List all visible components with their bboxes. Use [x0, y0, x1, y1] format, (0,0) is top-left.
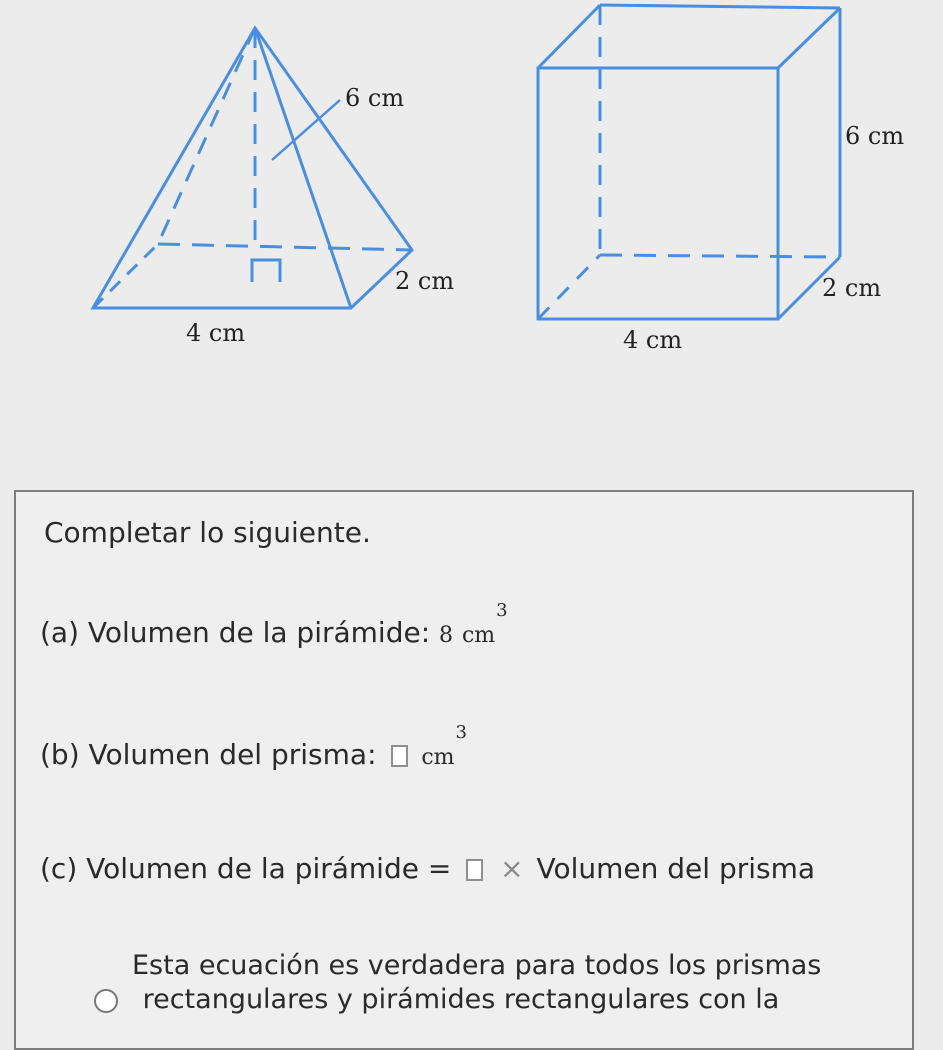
- prism-top-left-edge: [538, 5, 600, 68]
- prism-top-back-edge: [600, 5, 840, 8]
- prism-volume-item: [40, 722, 467, 771]
- prism-figure: [538, 5, 904, 354]
- prism-width-label: 4 cm: [623, 326, 683, 354]
- ratio-label: (c) Volumen de la pirámide =: [40, 852, 452, 885]
- pyramid-right-angle-marker: [252, 260, 280, 282]
- pyramid-volume-item: [40, 600, 508, 649]
- prism-volume-input[interactable]: [391, 745, 408, 767]
- pyramid-hidden-left-edge: [158, 28, 255, 244]
- pyramid-volume-exponent: 3: [496, 600, 508, 621]
- prism-hidden-bottom-left-edge: [538, 255, 600, 319]
- pyramid-figure: [93, 28, 454, 347]
- ratio-item: [40, 852, 815, 885]
- panel-prompt: Completar lo siguiente.: [44, 516, 371, 549]
- prism-volume-label: (b) Volumen del prisma:: [40, 738, 377, 771]
- multiply-operator: ×: [500, 852, 524, 885]
- prism-volume-reference: Volumen del prisma: [536, 852, 816, 885]
- ratio-input[interactable]: [466, 859, 483, 881]
- prism-volume-exponent: 3: [455, 722, 467, 743]
- pyramid-front-right-edge: [255, 28, 351, 308]
- pyramid-width-label: 4 cm: [186, 319, 246, 347]
- pyramid-volume-label: (a) Volumen de la pirámide:: [40, 616, 431, 649]
- question-panel: [14, 490, 914, 1050]
- pyramid-depth-label: 2 cm: [395, 267, 455, 295]
- figures-area: [0, 0, 943, 480]
- pyramid-volume-value: 8: [439, 623, 454, 648]
- prism-front-face: [538, 68, 778, 319]
- pyramid-hidden-back-edge: [158, 244, 412, 250]
- prism-hidden-bottom-back-edge: [600, 255, 840, 257]
- equation-statement-line2: [94, 984, 779, 1015]
- equation-statement-line1: Esta ecuación es verdadera para todos los prismas: [132, 950, 822, 981]
- equation-option-radio[interactable]: [94, 989, 118, 1013]
- prism-depth-label: 2 cm: [822, 274, 882, 302]
- prism-volume-unit: cm: [421, 745, 455, 770]
- prism-top-right-edge: [778, 8, 840, 68]
- pyramid-volume-unit: cm: [461, 623, 496, 648]
- prism-height-label: 6 cm: [845, 122, 905, 150]
- pyramid-height-label: 6 cm: [345, 84, 405, 112]
- equation-statement-text-line2: rectangulares y pirámides rectangulares con la: [142, 984, 780, 1015]
